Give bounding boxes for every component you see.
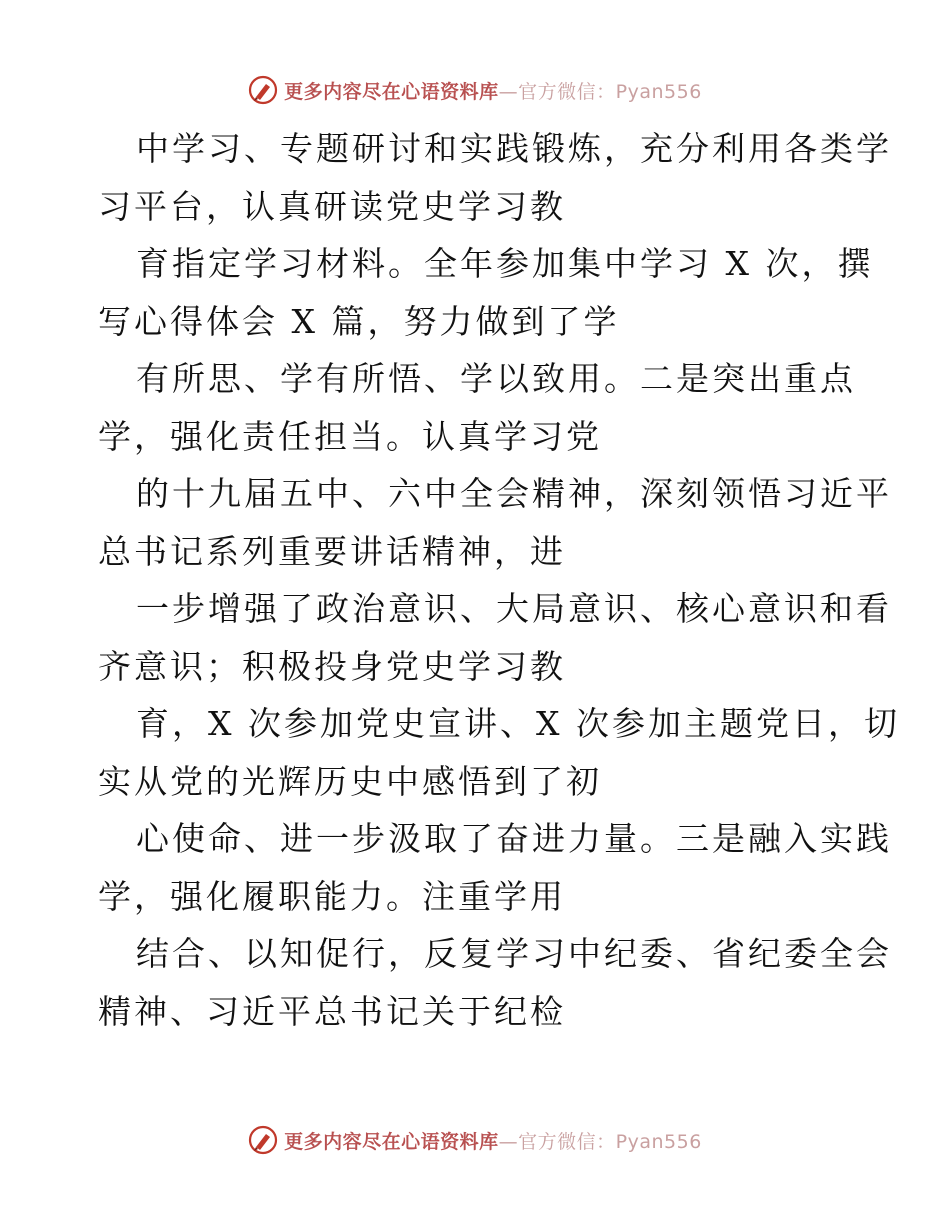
footer-banner xyxy=(0,1120,950,1160)
header-banner xyxy=(0,70,950,110)
text-line: 育，X 次参加党史宣讲、X 次参加主题党日，切 xyxy=(136,704,900,743)
text-line: 学，强化责任担当。认真学习党 xyxy=(98,416,602,456)
text-line: 有所思、学有所悟、学以致用。二是突出重点 xyxy=(136,359,856,398)
text-line: 的十九届五中、六中全会精神，深刻领悟习近平 xyxy=(136,474,892,513)
text-line: 结合、以知促行，反复学习中纪委、省纪委全会 xyxy=(136,934,892,973)
text-line: 习平台，认真研读党史学习教 xyxy=(98,186,566,226)
text-line: 中学习、专题研讨和实践锻炼，充分利用各类学 xyxy=(136,129,892,168)
text-line: 心使命、进一步汲取了奋进力量。三是融入实践 xyxy=(136,819,892,858)
footer-banner-text: 更多内容尽在心语资料库—官方微信：Pyan556 xyxy=(284,1130,702,1153)
text-line: 一步增强了政治意识、大局意识、核心意识和看 xyxy=(136,589,892,628)
text-line: 精神、习近平总书记关于纪检 xyxy=(98,991,566,1031)
text-line: 总书记系列重要讲话精神，进 xyxy=(98,531,566,571)
text-line: 育指定学习材料。全年参加集中学习 X 次，撰 xyxy=(136,244,874,283)
document-body xyxy=(98,120,900,1040)
header-banner-text: 更多内容尽在心语资料库—官方微信：Pyan556 xyxy=(284,80,702,103)
text-line: 齐意识；积极投身党史学习教 xyxy=(98,646,566,686)
pen-logo-icon xyxy=(248,75,278,105)
text-line: 写心得体会 X 篇，努力做到了学 xyxy=(98,301,620,341)
text-line: 实从党的光辉历史中感悟到了初 xyxy=(98,761,602,801)
pen-logo-icon xyxy=(248,1125,278,1155)
text-line: 学，强化履职能力。注重学用 xyxy=(98,876,566,916)
